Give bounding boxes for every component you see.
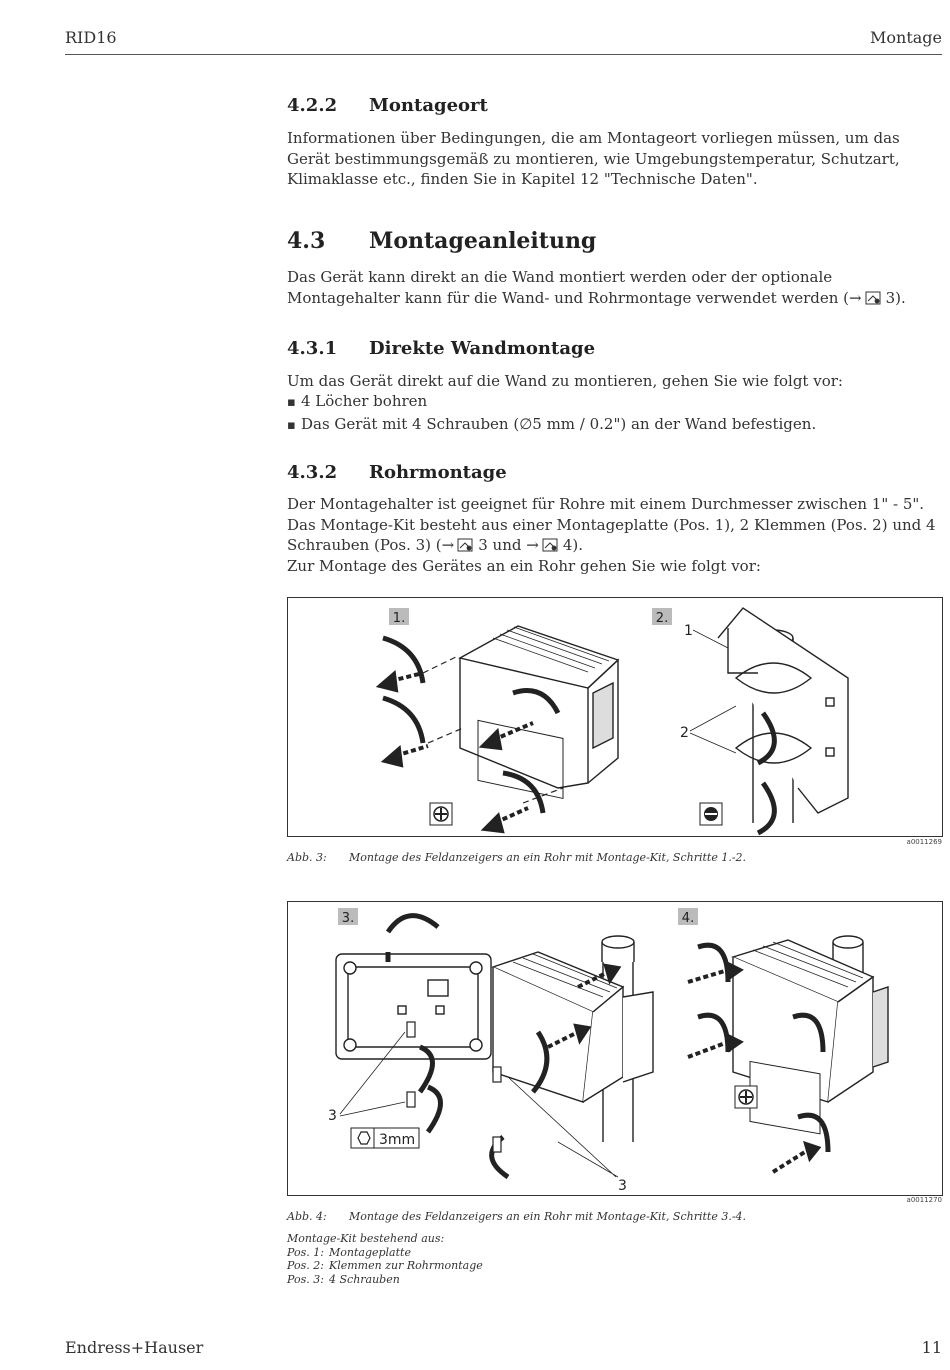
callout-label: 3 [618, 1178, 627, 1194]
callout-label: 1 [684, 623, 693, 639]
figure-4-caption: Abb. 4: Montage des Feldanzeigers an ein Rohr mit Montage-Kit, Schritte 3.-4. [287, 1210, 747, 1223]
kit-title: Montage-Kit bestehend aus: [287, 1232, 445, 1245]
mounting-steps-1-2-illustration [288, 598, 942, 836]
header-rule [65, 54, 942, 55]
phillips-screwdriver-icon [735, 1086, 757, 1108]
step-label: 4. [681, 911, 695, 926]
figure-3-caption: Abb. 3: Montage des Feldanzeigers an ein Rohr mit Montage-Kit, Schritte 1.-2. [287, 851, 747, 864]
paragraph-rohrmontage: Der Montagehalter ist geeignet für Rohre mit einem Durchmesser zwischen 1" - 5". Das Montage-Kit besteht aus einer Montageplatte (Pos. 1), 2 Klemmen (Pos. 2) und 4 Schrauben (Pos. 3) (→ 3 und → 4). Zur Montage des Gerätes an ein Rohr gehen Sie wie folgt vor: [287, 495, 936, 575]
heading-rohrmontage: 4.3.2 Rohrmontage [287, 462, 507, 483]
running-header-product: RID16 [65, 28, 117, 47]
list-item: ▪ Das Gerät mit 4 Schrauben (∅5 mm / 0.2") an der Wand befestigen. [287, 414, 816, 437]
figure-ref-icon [864, 291, 884, 305]
mounting-steps-3-4-illustration [288, 902, 942, 1195]
paragraph-montageanleitung: Das Gerät kann direkt an die Wand montiert werden oder der optionale Montagehalter kann für die Wand- und Rohrmontage verwendet werden (→ 3). [287, 268, 906, 307]
heading-montageort: 4.2.2 Montageort [287, 95, 488, 116]
tool-size-label: 3mm [379, 1132, 416, 1148]
phillips-screwdriver-icon [430, 803, 452, 825]
figure-ref-icon [541, 538, 561, 552]
list-item: Pos. 2: Klemmen zur Rohrmontage [287, 1259, 483, 1272]
callout-label: 3 [328, 1108, 337, 1124]
list-item: ▪ 4 Löcher bohren [287, 391, 816, 414]
list-item: Pos. 3: 4 Schrauben [287, 1272, 400, 1286]
page-number: 11 [921, 1338, 942, 1357]
figure-4-panel [287, 901, 943, 1196]
step-label: 2. [655, 611, 669, 626]
figure-3-panel [287, 597, 943, 837]
running-header-chapter: Montage [870, 28, 942, 47]
mounting-kit-legend [287, 1232, 483, 1286]
callout-label: 2 [680, 725, 689, 741]
heading-direkte-wandmontage: 4.3.1 Direkte Wandmontage [287, 338, 596, 359]
figure-ref-icon [456, 538, 476, 552]
step-label: 3. [341, 911, 355, 926]
list-item: Pos. 1: Montageplatte [287, 1245, 411, 1259]
heading-montageanleitung: 4.3 Montageanleitung [287, 228, 597, 254]
list-wandmontage-steps [287, 391, 816, 436]
paragraph-montageort: Informationen über Bedingungen, die am Montageort vorliegen müssen, um das Gerät bestimmungsgemäß zu montieren, wie Umgebungstemperatur, Schutzart, Klimaklasse etc., finden Sie in Kapitel 12 "Technische Daten". [287, 129, 900, 188]
step-label: 1. [392, 611, 406, 626]
figure-4-code: a0011270 [906, 1196, 942, 1204]
paragraph-wandmontage-intro: Um das Gerät direkt auf die Wand zu montieren, gehen Sie wie folgt vor: [287, 372, 843, 390]
footer-brand: Endress+Hauser [65, 1338, 204, 1357]
figure-3-code: a0011269 [906, 838, 942, 846]
flat-screwdriver-icon [700, 803, 722, 825]
